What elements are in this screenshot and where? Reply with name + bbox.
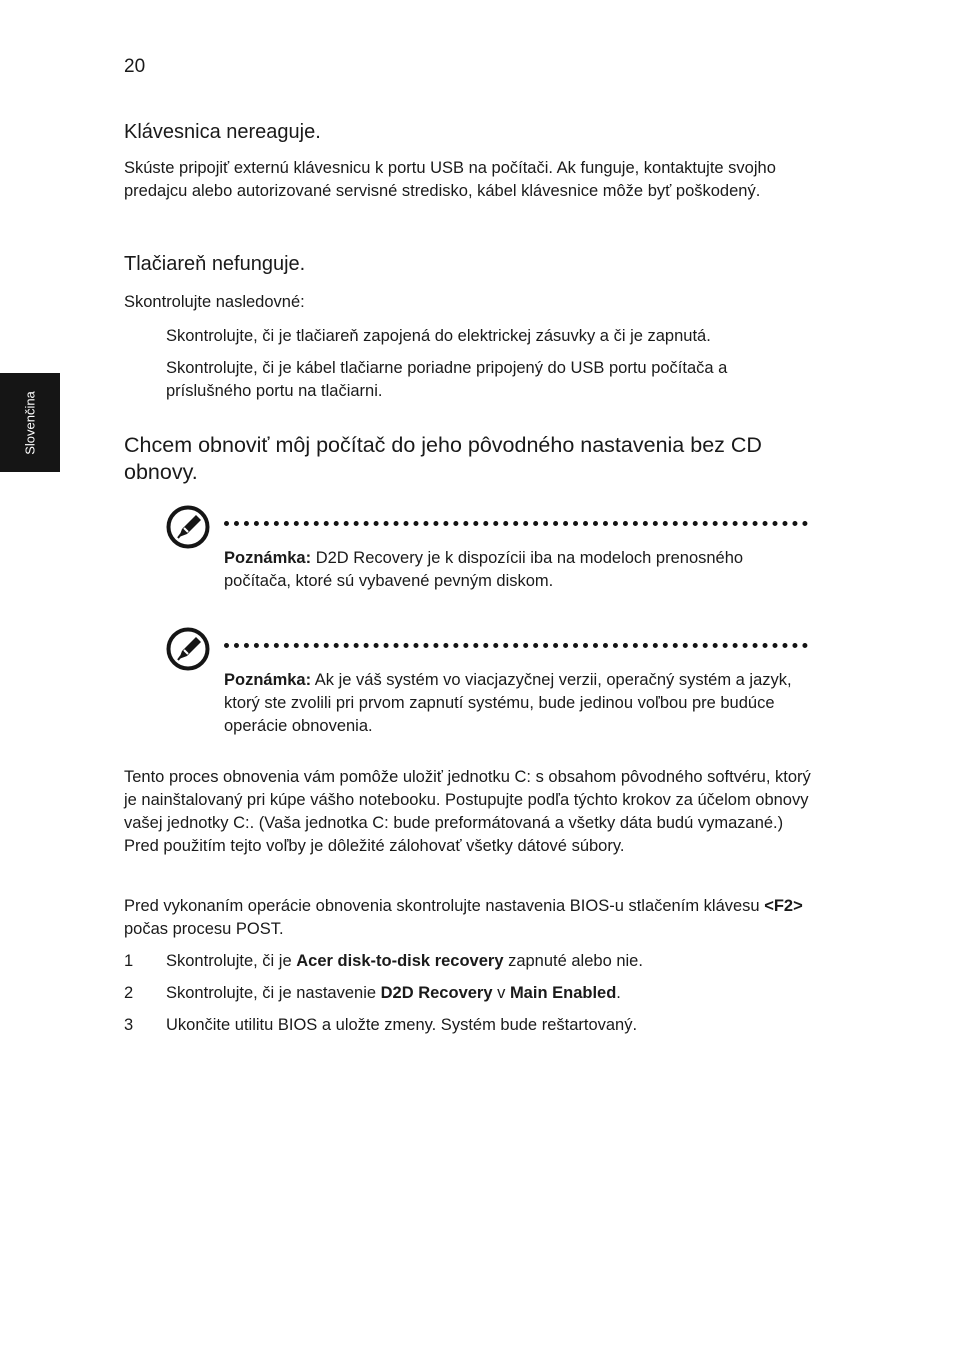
- printer-check-item: Skontrolujte, či je kábel tlačiarne poriadne pripojený do USB portu počítača a príslušného portu na tlačiarni.: [166, 359, 728, 400]
- section-title-keyboard: Klávesnica nereaguje.: [124, 121, 321, 143]
- section-title-recovery: Chcem obnoviť môj počítač do jeho pôvodného nastavenia bez CD obnovy.: [124, 433, 762, 484]
- step-bold: Main Enabled: [509, 984, 617, 1002]
- note-text: D2D Recovery je k dispozícii iba na modeloch prenosného počítača, ktoré sú vybavené pevným diskom.: [224, 549, 744, 590]
- step-1: [166, 950, 806, 973]
- printer-intro: Skontrolujte nasledovné:: [124, 293, 305, 311]
- recovery-paragraph: Tento proces obnovenia vám pomôže uložiť jednotku C: s obsahom pôvodného softvéru, ktorý je nainštalovaný pri kúpe vášho notebooku. Postupujte podľa týchto krokov za účelom obnovy vašej jednotky C:. (Vaša jednotka C: bude preformátovaná a všetky dáta budú vymazané.) Pred použitím tejto voľby je dôležité zálohovať všetky dátové súbory.: [124, 768, 811, 855]
- step-bold: Acer disk-to-disk recovery: [296, 952, 504, 970]
- step-number: 1: [124, 952, 134, 970]
- step-number: 3: [124, 1016, 134, 1034]
- bios-text: Pred vykonaním operácie obnovenia skontrolujte nastavenia BIOS-u stlačením klávesu: [124, 897, 765, 915]
- step-text: Skontrolujte, či je: [166, 952, 297, 970]
- section-title-printer: Tlačiareň nefunguje.: [124, 253, 306, 275]
- note-pen-icon: [166, 627, 210, 671]
- bios-paragraph: [124, 895, 814, 941]
- step-text: .: [616, 984, 621, 1002]
- f2-key: <F2>: [764, 897, 803, 915]
- note-2: [224, 669, 804, 738]
- step-text: Skontrolujte, či je nastavenie: [166, 984, 381, 1002]
- step-text: Ukončite utilitu BIOS a uložte zmeny. Systém bude reštartovaný.: [166, 1016, 638, 1034]
- language-side-tab: [0, 373, 60, 472]
- step-text: v: [492, 984, 510, 1002]
- note-label: Poznámka:: [224, 671, 312, 689]
- note-text: Ak je váš systém vo viacjazyčnej verzii, operačný systém a jazyk, ktorý ste zvolili pri prvom zapnutí systému, bude jedinou voľbou pre budúce operácie obnovenia.: [224, 671, 792, 735]
- step-3: [166, 1014, 806, 1037]
- note-dotted-divider: [224, 521, 808, 526]
- side-tab-label: Slovenčina: [22, 390, 38, 455]
- step-text: zapnuté alebo nie.: [503, 952, 643, 970]
- step-2: [166, 982, 806, 1005]
- note-dotted-divider: [224, 643, 808, 648]
- step-number: 2: [124, 984, 134, 1002]
- bios-text: počas procesu POST.: [124, 920, 284, 938]
- keyboard-paragraph: Skúste pripojiť externú klávesnicu k portu USB na počítači. Ak funguje, kontaktujte svojho predajcu alebo autorizované servisné stredisko, kábel klávesnice môže byť poškodený.: [124, 159, 776, 200]
- note-label: Poznámka:: [224, 549, 312, 567]
- page-number: 20: [124, 56, 146, 77]
- printer-check-item: Skontrolujte, či je tlačiareň zapojená do elektrickej zásuvky a či je zapnutá.: [166, 327, 711, 345]
- step-bold: D2D Recovery: [380, 984, 493, 1002]
- note-pen-icon: [166, 505, 210, 549]
- note-1: [224, 547, 804, 593]
